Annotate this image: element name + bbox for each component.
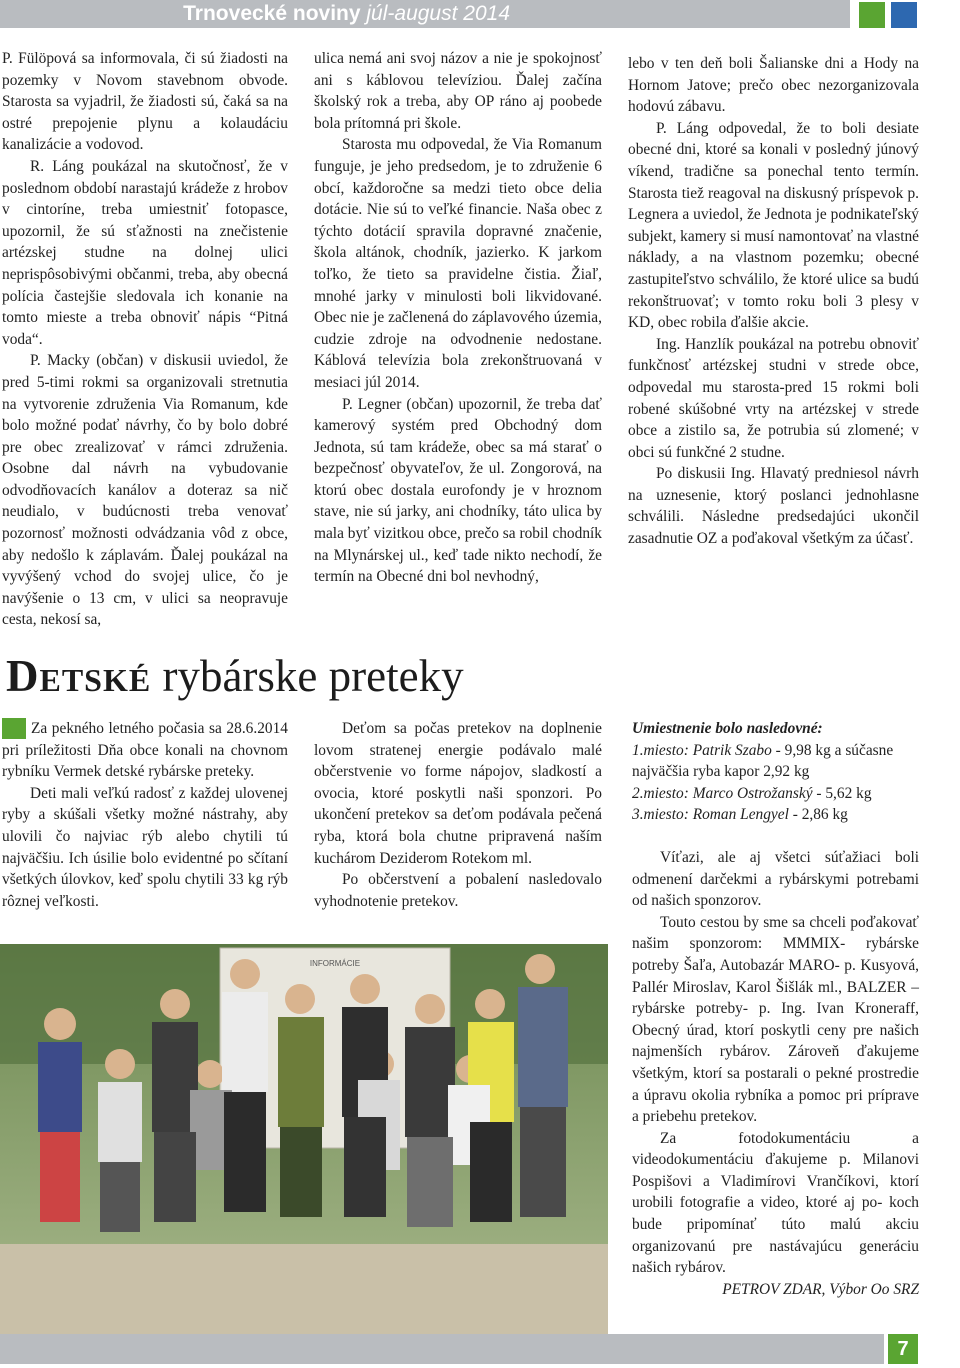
paragraph: Touto cestou by sme sa chceli poďakovať našim sponzorom: MMMIX- rybárske potreby Šaľa, Autobazár MARO- p. Kusyová, Pallér Miroslav, Karol Šišlák ml., BALZER – rybárske potreby- p. Ing. Ivan Kroneraff, Obecný úrad, ktorí poskytli ceny pre našich najmenších rybárov. Zároveň ďakujeme všetkým, ktorí sa postarali o pekné prostredie a úpravu okolia rybníka a pomoc pri príprave a priebehu pretekov. [632,913,919,1126]
newspaper-name: Trnovecké noviny [183,2,361,25]
article1-column-1 [2,48,288,631]
article2-title-caps: Detské [6,651,152,701]
paragraph: P. Macky (občan) v diskusii uviedol, že pred 5-timi rokmi sa organizovali stretnutia na vytvorenie združenia Via Romanum, kde bolo možné podať návrhy, čo by bolo dobré pre obec zrealizovať v rámci združenia. Osobne dal návrh na vybudovanie odvodňovacích kanálov a doteraz sa nič neudialo, v budúcnosti treba venovať pozornosť možnosti odvádzania vôd z obce, aby nedošlo k záplavám. Ďalej poukázal na vyvýšený vchod do svojej ulice, čo je navýšenie o 13 cm, v ulici sa neopravuje cesta, nekosí sa, [2,352,288,629]
page-number: 7 [888,1334,918,1364]
paragraph: Deti mali veľkú radosť z každej ulovenej ryby a skúšali všetky možné nástrahy, aby ulovili čo najviac rýb alebo chytili tú najväčšiu. Ich úsilie bolo evidentné po sčítaní všetkých úlovkov, keď spolu chytili 33 kg rýb rôznej veľkosti. [2,784,288,910]
header-blue-square [891,2,917,28]
result-place: 3.miesto: Roman Lengyel [632,806,789,824]
green-initial-square [2,718,26,739]
paragraph: Starosta mu odpovedal, že Via Romanum funguje, je jeho predsedom, je to združenie 6 obcí, každoročne sa medzi tieto obce delia dotácie. Nie sú to veľké financie. Naša obec z týchto dotácií spravila dopravné značenie, škola altánok, chodník, jazierko. K jarkom toľko, že tieto sa pravidelne čistia. Žiaľ, mnohé jarky v minulosti boli likvidované. Obec nie je začlenená do záplavového územia, cudzie zdroje na odvodnenie nedostane. Káblová televízia bola zrekonštruovaná v mesiaci júl 2014. [314,136,602,391]
result-place: 2.miesto: Marco Ostrožanský [632,784,813,802]
result-place: 1.miesto: Patrik Szabo [632,741,772,759]
paragraph: R. Láng poukázal na skutočnosť, že v poslednom období narastajú krádeže z hrobov v cintoríne, treba umiestniť fotopasce, upozornil, že sú sťažnosti na znečistenie artézskej studne na dolnej ulici neprispôsobivými občanmi, treba, aby obecná polícia častejšie sledovala ich konanie na tomto mieste a treba obnoviť nápis “Pitná voda“. [2,157,288,348]
header-bar [0,0,850,28]
article-signature: PETROV ZDAR, Výbor Oo SRZ [722,1280,919,1298]
paragraph: Víťazi, ale aj všetci súťažiaci boli odmenení darčekmi a rybárskymi potrebami od našich sponzorov. [632,848,919,910]
article2-column-2 [314,718,602,912]
issue-date: júl-august 2014 [366,2,510,25]
paragraph: P. Láng odpovedal, že to boli desiate obecné dni, ktoré sa konali v posledný júnový víkend, tradične sa ponechal tento termín. Starosta tiež reagoval na diskusný príspevok p. Legnera a uviedol, že Jednota je podnikateľský subjekt, kamery si musí namontovať na vlastné náklady, a na vlastnom pozemku; obecné zastupiteľstvo schválilo, že ktoré ulice sa budú rekonštruovať; v tomto roku boli 3 plesy v KD, obec robila ďalšie akcie. [628,119,919,332]
photo-illustration [0,944,608,1334]
group-photo [0,944,608,1334]
article1-column-3 [628,53,919,550]
photo-sign-text: INFORMÁCIE [309,959,361,968]
paragraph: Ing. Hanzlík poukázal na potrebu obnoviť funkčnosť artézskej studni v strede obce, odpovedal mu starosta-pred 15 rokmi boli robené skúšobné vrty na artézskej v strede obce a zistilo sa, že potrubia sú zlomené; v obci sú funkčné 2 studne. [628,335,919,461]
result-detail: - 9,98 kg a súčasne najväčšia ryba kapor 2,92 kg [632,741,894,781]
paragraph: Za fotodokumentáciu a videodokumentáciu ďakujeme p. Milanovi Pospišovi a Vladimírovi Vrančíkovi, ktorí urobili fotografie a video, ktoré aj po- koch bude pripomínať túto malú akciu organizovanú pre nastávajúcu generáciu našich rybárov. [632,1129,919,1277]
paragraph: Za pekného letného počasia sa 28.6.2014 pri príležitosti Dňa obce konali na chovnom rybníku Vermek detské rybárske preteky. [2,720,288,781]
result-detail: - 5,62 kg [812,784,872,802]
newspaper-title [183,2,510,26]
paragraph: Po občerstvení a pobalení nasledovalo vyhodnotenie pretekov. [314,871,602,910]
article2-title-rest: rybárske preteky [162,651,464,701]
paragraph: ulica nemá ani svoj názov a nie je spokojnosť ani s káblovou televíziou. Ďalej začína školský rok a treba, aby OP ráno aj poobede bola prítomná pri škole. [314,50,602,132]
paragraph: Po diskusii Ing. Hlavatý predniesol návrh na uznesenie, ktorý poslanci jednohlasne schválili. Následne predsedajúci ukončil zasadnutie OZ a poďakoval všetkým za účasť. [628,465,919,548]
paragraph: P. Fülöpová sa informovala, či sú žiadosti na pozemky v Novom stavebnom obvode. Starosta sa vyjadril, že žiadosti sú, čaká sa na ostré prepojenie plynu a kolaudáciu kanalizácie a vodovod. [2,50,288,154]
result-line [632,804,919,826]
paragraph: Deťom sa počas pretekov na doplnenie lovom stratenej energie podávalo malé občerstvenie vo forme nápojov, sladkostí a ovocia, ktoré poskytli naši sponzori. Po ukončení pretekov sa deťom podávala pečená ryba, ktorá bola chutne pripravená naším kuchárom Deziderom Rotekom ml. [314,720,602,867]
article2-title [6,650,464,702]
results-heading: Umiestnenie bolo nasledovné: [632,720,823,737]
result-line [632,783,919,805]
article1-column-2 [314,48,602,588]
paragraph: P. Legner (občan) upozornil, že treba dať kamerový systém pred Obchodný dom Jednota, sú tam krádeže, obec sa má starať o bezpečnosť obyvateľov, že ul. Zongorová, na ktorú obec dostala eurofondy je v hroznom stave, nie sú jarky, ani chodníky, táto ulica by mala byť vizitkou obce, prečo sa robil chodník na Mlynárskej ul., keď tade nikto nechodí, že termín na Obecné dni bol nevhodný, [314,395,602,586]
article2-column-1 [2,718,288,912]
paragraph: lebo v ten deň boli Šalianske dni a Hody na Hornom Jatove; prečo obec nezorganizovala hodovú zábavu. [628,55,919,116]
footer-bar [0,1334,884,1364]
header-green-square [859,2,885,28]
result-line [632,740,919,783]
article2-column-3 [632,718,919,1300]
result-detail: - 2,86 kg [788,806,848,824]
